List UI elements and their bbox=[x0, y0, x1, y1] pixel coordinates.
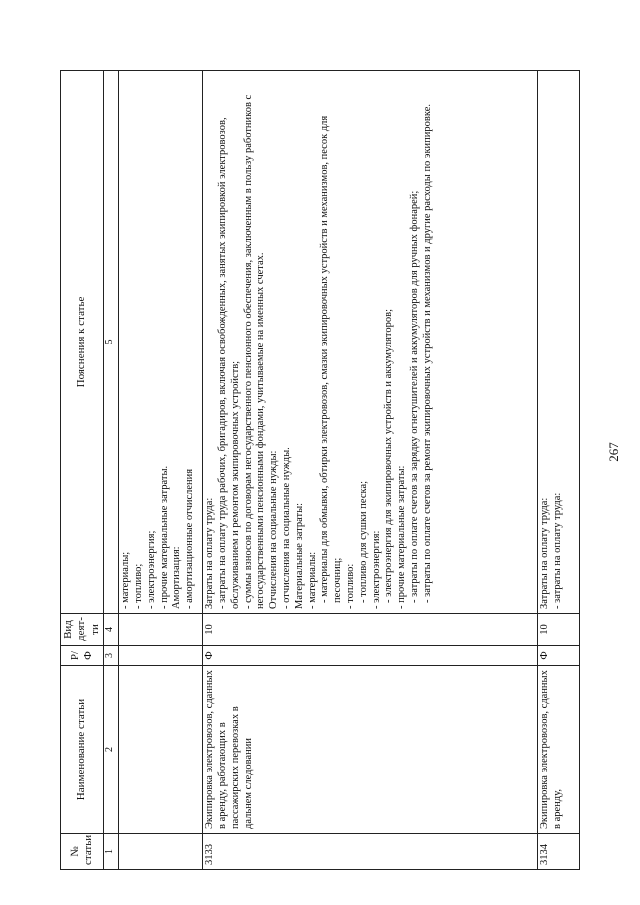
explanation-line: - затраты по оплате счетов за ремонт экипировочных устройств и механизмов и другие расходы по экипировке. bbox=[421, 104, 433, 603]
activity-type-cell: 10 bbox=[203, 614, 538, 646]
item-number-cell: 3133 bbox=[203, 834, 538, 870]
explanation-line: - суммы взносов по договорам негосударственного пенсионного обеспечения, заключенным в пользу работников с негосударственными пенсионными фондами, учитываемые на именных счетах. bbox=[242, 94, 267, 609]
explanation-line: - топливо: bbox=[344, 563, 356, 609]
explanation-line: - электроэнергия; bbox=[145, 530, 157, 609]
explanation-line: Отчисления на социальные нужды: bbox=[268, 450, 280, 609]
explanations-cell bbox=[538, 71, 580, 614]
explanation-line: Амортизация: bbox=[171, 546, 183, 609]
explanation-line: - материалы: bbox=[306, 551, 318, 609]
item-name-cell: Экипировка электровозов, сданных в аренду, работающих в пассажирских перевозках в дальнем следовании bbox=[203, 666, 538, 834]
header-index-row bbox=[104, 71, 119, 870]
table-row bbox=[203, 71, 538, 870]
index-cell: 3 bbox=[104, 646, 119, 666]
explanations-cell bbox=[203, 71, 538, 614]
header-explanations: Пояснения к статье bbox=[61, 71, 104, 614]
explanation-line: - прочие материальные затраты. bbox=[158, 465, 170, 609]
explanation-line: - топливо для сушки песка; bbox=[357, 480, 369, 603]
index-cell: 4 bbox=[104, 614, 119, 646]
header-item-number: № статьи bbox=[61, 834, 104, 870]
header-rf: Р/ Ф bbox=[61, 646, 104, 666]
rf-cell: Ф bbox=[203, 646, 538, 666]
rotated-table-container bbox=[60, 70, 580, 870]
item-number-cell bbox=[119, 834, 203, 870]
explanation-line: - материалы; bbox=[120, 551, 132, 609]
explanation-line: - прочие материальные затраты: bbox=[396, 465, 408, 609]
table-row bbox=[119, 71, 203, 870]
explanation-line: - материалы для обмывки, обтирки электровозов, смазки экипировочных устройств и механизмов, песок для песочниц; bbox=[319, 115, 344, 603]
explanation-line: - затраты на оплату труда рабочих, бригадиров, включая освобожденных, занятых экипировкой электровозов, обслуживанием и ремонтом экипировочных устройств; bbox=[217, 117, 241, 609]
index-cell: 5 bbox=[104, 71, 119, 614]
index-cell: 2 bbox=[104, 666, 119, 834]
explanation-line: Затраты на оплату труда: bbox=[539, 497, 550, 609]
explanation-line: Затраты на оплату труда: bbox=[204, 497, 216, 609]
header-row bbox=[61, 71, 104, 870]
rf-cell bbox=[119, 646, 203, 666]
explanation-line: - затраты на оплату труда: bbox=[551, 492, 563, 609]
explanation-line: Материальные затраты: bbox=[293, 502, 305, 609]
item-name-cell bbox=[119, 666, 203, 834]
table-row bbox=[538, 71, 580, 870]
explanation-line: - затраты по оплате счетов за зарядку огнетушителей и аккумуляторов для ручных фонарей; bbox=[408, 190, 420, 603]
header-item-name: Наименование статьи bbox=[61, 666, 104, 834]
explanation-line: - амортизационные отчисления bbox=[184, 468, 196, 609]
header-activity-type: Вид деят-ти bbox=[61, 614, 104, 646]
explanation-line: - электроэнергия: bbox=[370, 530, 382, 609]
index-cell: 1 bbox=[104, 834, 119, 870]
cost-items-table bbox=[60, 70, 580, 870]
explanations-cell bbox=[119, 71, 203, 614]
item-name-cell: Экипировка электровозов, сданных в аренду, bbox=[538, 666, 580, 834]
activity-type-cell bbox=[119, 614, 203, 646]
explanation-line: - отчисления на социальные нужды. bbox=[281, 447, 292, 609]
activity-type-cell: 10 bbox=[538, 614, 580, 646]
rf-cell: Ф bbox=[538, 646, 580, 666]
explanation-line: - топливо; bbox=[133, 563, 145, 609]
explanation-line: - электроэнергия для экипировочных устройств и аккумуляторов; bbox=[383, 309, 395, 603]
page-number: 267 bbox=[606, 442, 621, 462]
item-number-cell: 3134 bbox=[538, 834, 580, 870]
